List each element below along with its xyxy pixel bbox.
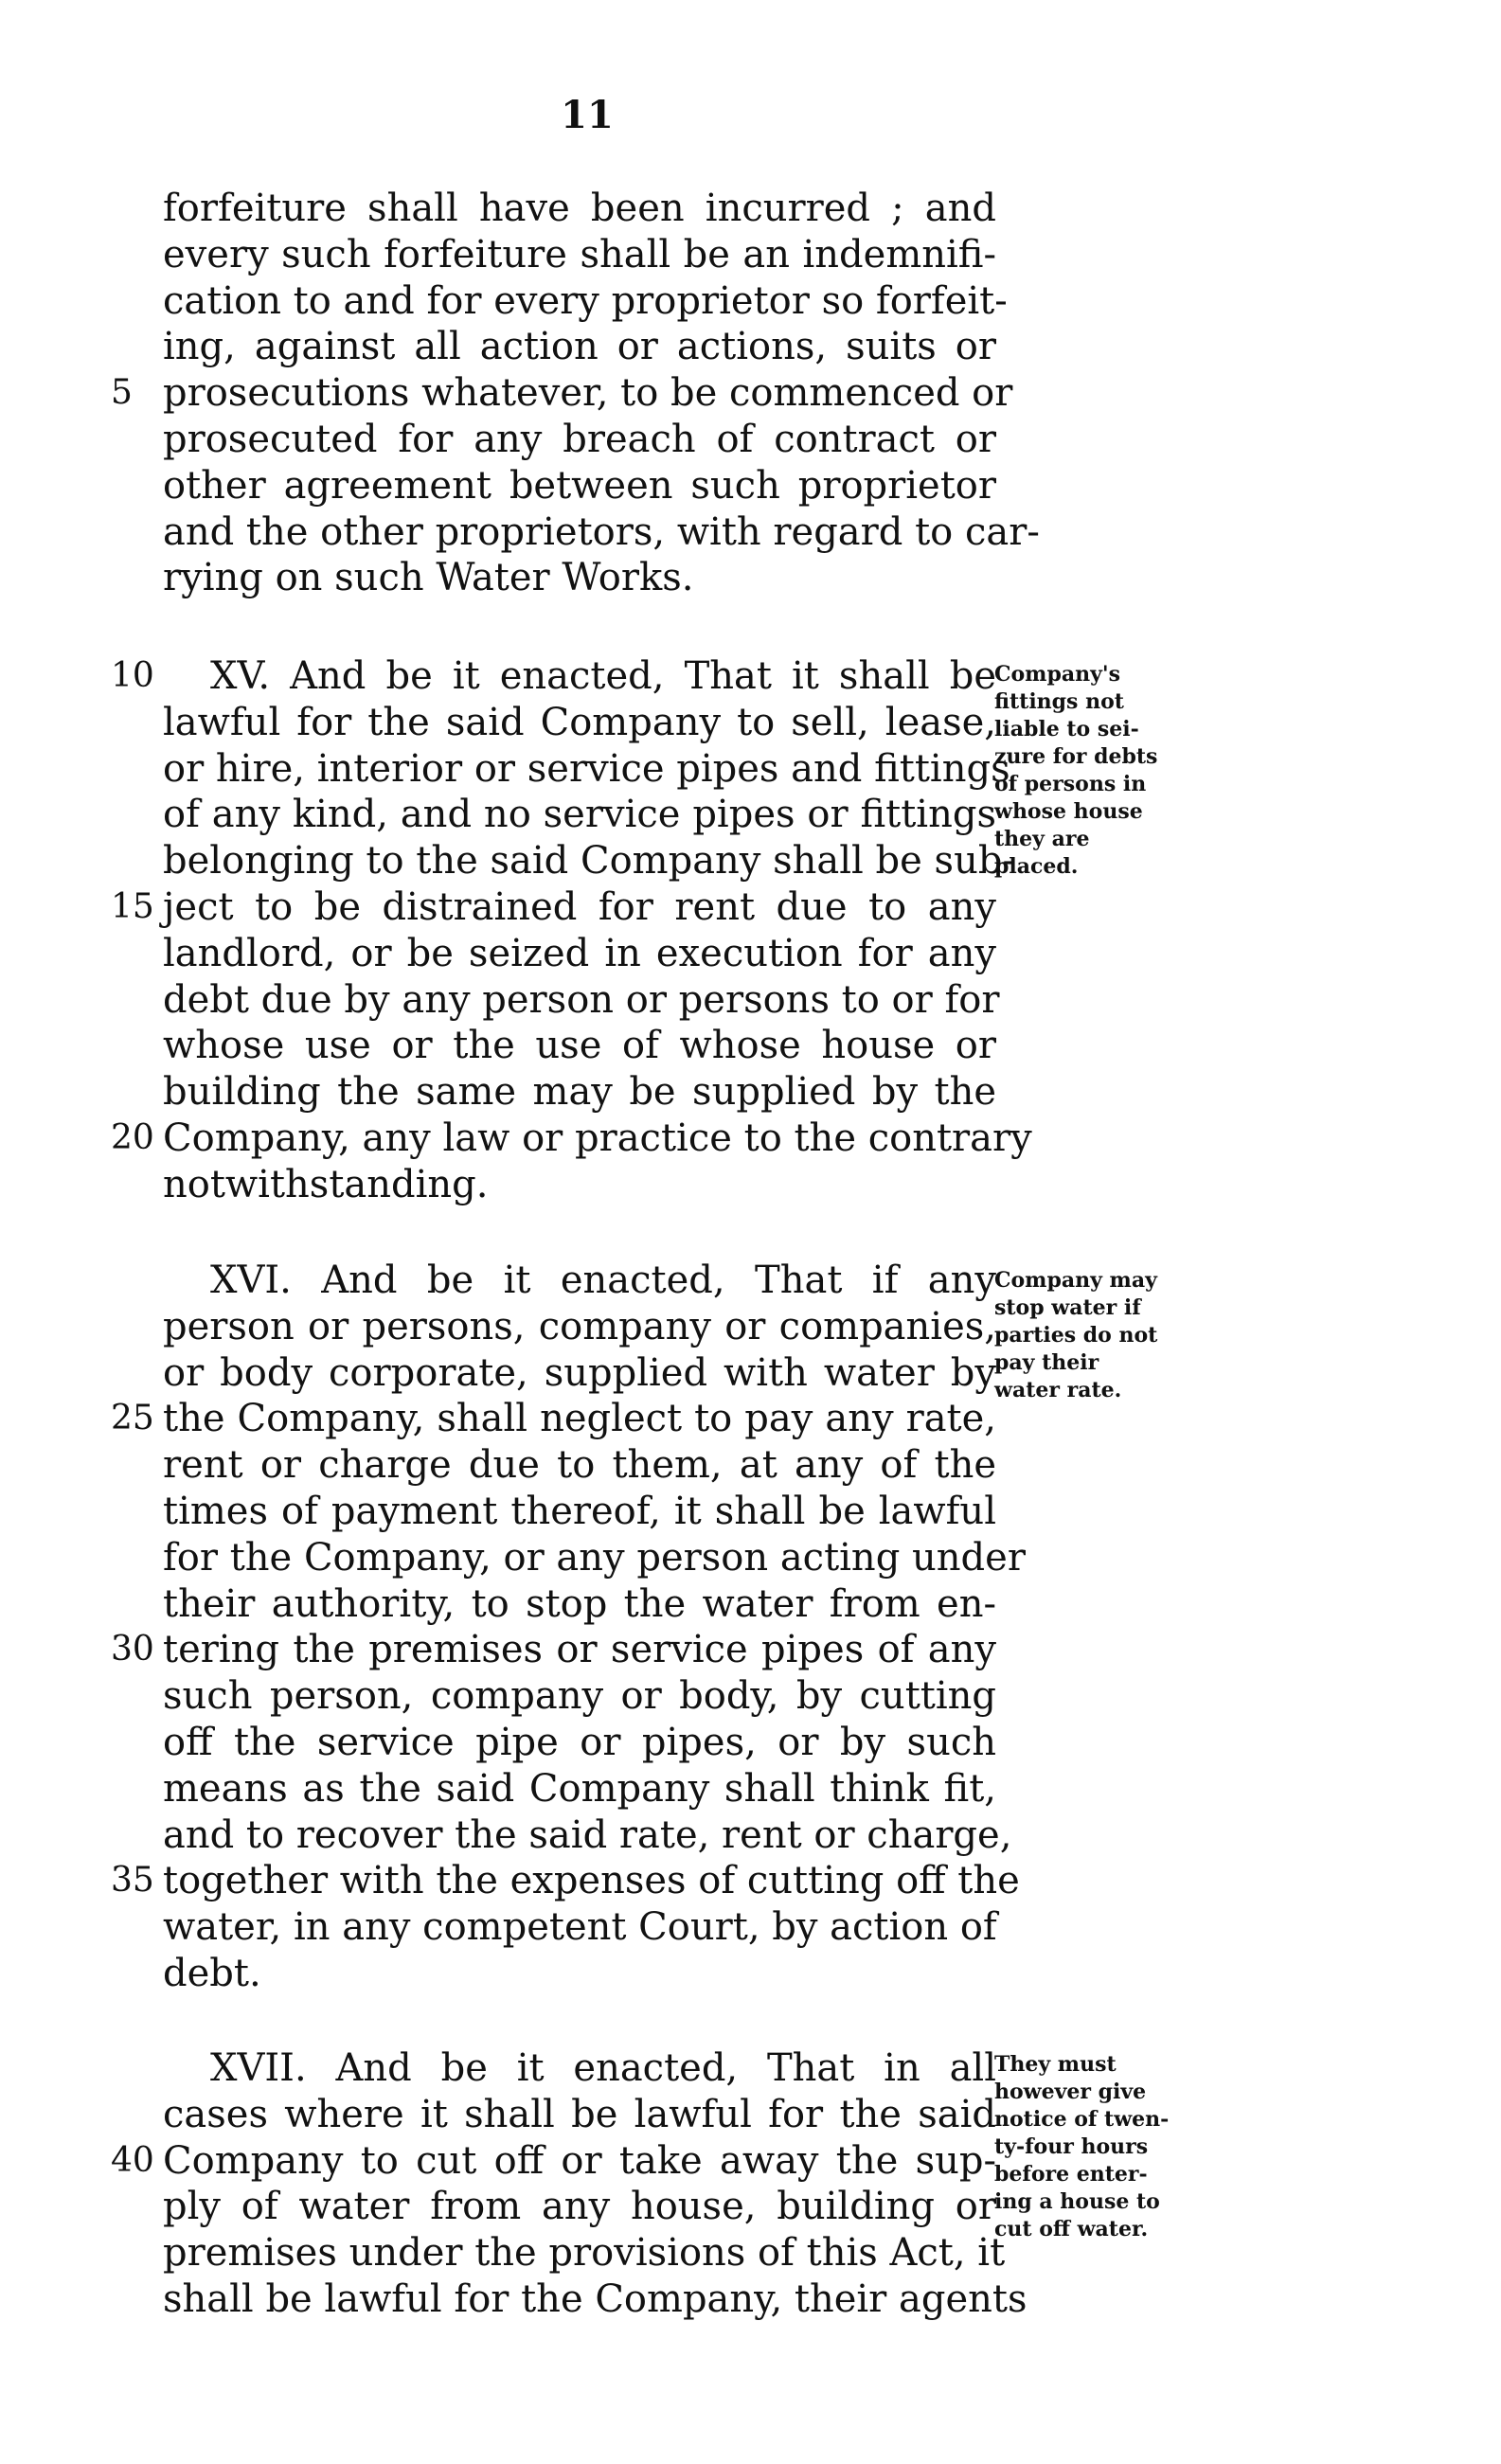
text-line: premises under the provisions of this Act, it [163, 2231, 1006, 2276]
text-line: water, in any competent Court, by action of [163, 1905, 997, 1950]
text-line: rent or charge due to them, at any of the [163, 1443, 996, 1488]
note-line: Company may [994, 1268, 1157, 1293]
line-number: 20 [111, 1117, 154, 1157]
text-line: cases where it shall be lawful for the said [163, 2092, 996, 2136]
text-line: ing, against all action or actions, suits or [163, 325, 996, 369]
text-line: lawful for the said Company to sell, lease, [163, 700, 996, 744]
text-line: prosecuted for any breach of contract or [163, 417, 996, 461]
line-number: 5 [111, 373, 133, 413]
line-number: 40 [111, 2140, 154, 2180]
text-line: 15 ject to be distrained for rent due to any [111, 884, 996, 929]
note-line: liable to sei- [994, 717, 1139, 741]
note-line: whose house [994, 799, 1143, 824]
margin-note-xvi [994, 1267, 1193, 1404]
note-line: parties do not [994, 1323, 1158, 1348]
text-line: person or persons, company or companies, [163, 1304, 996, 1348]
note-line: Company's [994, 662, 1120, 687]
text-line: every such forfeiture shall be an indemnifi- [163, 232, 996, 277]
text-line: debt due by any person or persons to or for [163, 977, 1000, 1022]
text-line: whose use or the use of whose house or [163, 1024, 996, 1068]
text-line: debt. [163, 1951, 261, 1995]
text-line: means as the said Company shall think fit, [163, 1766, 996, 1811]
note-line: stop water if [994, 1295, 1141, 1320]
text-line: 25 the Company, shall neglect to pay any rate, [111, 1397, 996, 1441]
text-line: 10 XV. And be it enacted, That it shall be [111, 654, 996, 698]
note-line: notice of twen- [994, 2107, 1170, 2132]
note-line: They must [994, 2052, 1117, 2077]
section-xvi [111, 1258, 1026, 1997]
text-line: 30 tering the premises or service pipes of any [111, 1628, 996, 1672]
margin-note-xvii [994, 2051, 1193, 2243]
text-line: rying on such Water Works. [163, 556, 694, 600]
paragraph-continuation [111, 186, 1040, 601]
text-line: notwithstanding. [163, 1162, 489, 1206]
line-number: 25 [111, 1399, 154, 1438]
note-line: of persons in [994, 772, 1147, 796]
text-line: off the service pipe or pipes, or by such [163, 1720, 996, 1764]
text-line: XVI. And be it enacted, That if any [210, 1259, 996, 1302]
text-line: and to recover the said rate, rent or charge, [163, 1812, 1012, 1857]
note-line: ing a house to [994, 2189, 1160, 2214]
text-line: such person, company or body, by cutting [163, 1674, 996, 1719]
text-line: times of payment thereof, it shall be lawful [163, 1489, 996, 1533]
text-line: 40 Company to cut off or take away the sup- [111, 2138, 996, 2183]
margin-note-xv [994, 661, 1193, 881]
line-number: 10 [111, 656, 154, 695]
page-number: 11 [561, 93, 614, 137]
note-line: pay their [994, 1350, 1099, 1375]
text-line: 5 prosecutions whatever, to be commenced or [111, 371, 1013, 416]
text-line: ply of water from any house, building or [163, 2185, 996, 2229]
section-xv [111, 653, 1032, 1208]
note-line: zure for debts [994, 744, 1158, 769]
text-line: cation to and for every proprietor so forfeit- [163, 278, 1008, 323]
text-line: XVII. And be it enacted, That in all [210, 2046, 996, 2090]
line-number: 15 [111, 886, 154, 926]
note-line: cut off water. [994, 2217, 1149, 2241]
text-line: and the other proprietors, with regard to car- [163, 509, 1040, 554]
text-line: of any kind, and no service pipes or fittings [163, 793, 996, 837]
note-line: before enter- [994, 2162, 1148, 2187]
line-number: 30 [111, 1630, 154, 1669]
text-line: or hire, interior or service pipes and fittings [163, 746, 1010, 791]
text-line: forfeiture shall have been incurred ; and [163, 187, 996, 230]
line-number: 35 [111, 1861, 154, 1901]
note-line: water rate. [994, 1378, 1122, 1402]
text-line: belonging to the said Company shall be sub- [163, 839, 1015, 884]
text-line: 20 Company, any law or practice to the contrary [111, 1116, 1032, 1160]
text-line: landlord, or be seized in execution for any [163, 931, 996, 975]
note-line: placed. [994, 854, 1079, 879]
note-line: however give [994, 2080, 1147, 2104]
text-line: or body corporate, supplied with water by [163, 1350, 996, 1395]
text-line: their authority, to stop the water from en- [163, 1581, 996, 1626]
text-line: building the same may be supplied by the [163, 1070, 996, 1115]
section-xvii [111, 2045, 1027, 2323]
text-line: other agreement between such proprietor [163, 463, 996, 508]
note-line: fittings not [994, 689, 1124, 714]
text-line: 35 together with the expenses of cutting off the [111, 1859, 1020, 1903]
text-line: for the Company, or any person acting under [163, 1535, 1026, 1580]
note-line: ty-four hours [994, 2134, 1149, 2159]
note-line: they are [994, 827, 1090, 851]
text-line: shall be lawful for the Company, their agents [163, 2277, 1027, 2321]
